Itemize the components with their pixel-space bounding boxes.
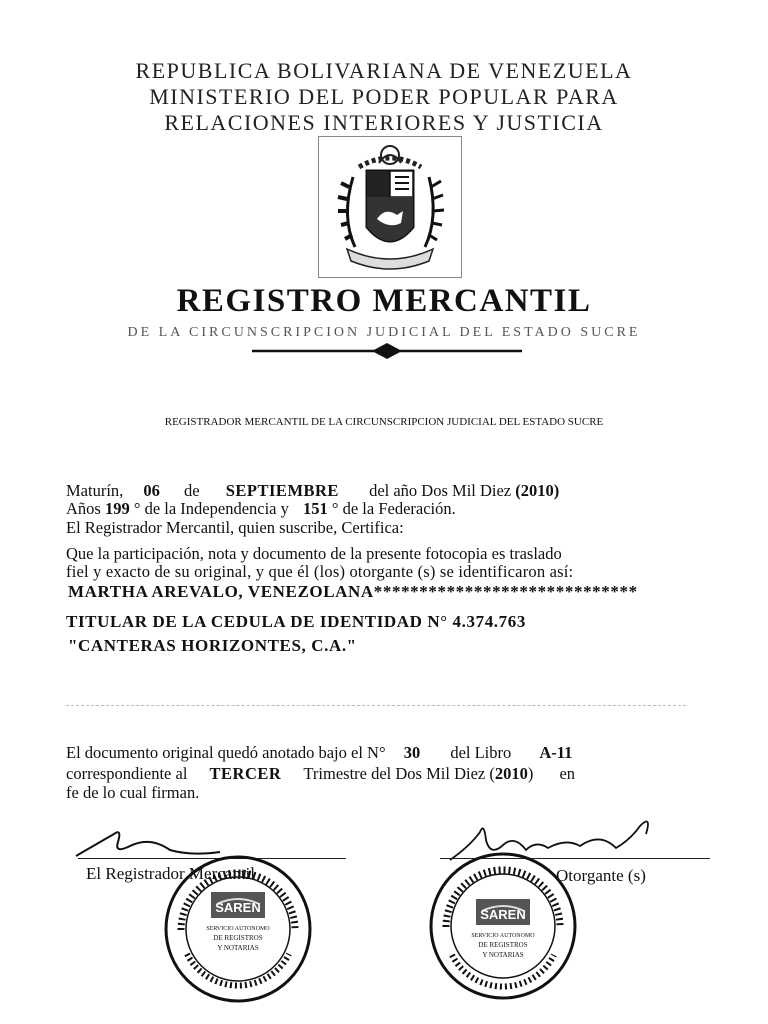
de-text: de	[184, 481, 200, 500]
document-title: REGISTRO MERCANTIL	[176, 283, 592, 319]
trimestre-text: Trimestre del Dos Mil Diez (	[303, 764, 495, 783]
year2-close: )	[527, 764, 534, 783]
anotado-line	[66, 744, 572, 762]
ornamental-divider	[252, 342, 522, 360]
registrador-label: El Registrador Mercantil	[86, 864, 256, 883]
fiel-line: fiel y exacto de su original, y que él (los) otorgante (s) se identificaron así:	[66, 562, 574, 581]
libro-text: del Libro	[450, 743, 512, 762]
registrador-heading: REGISTRADOR MERCANTIL DE LA CIRCUNSCRIPCION JUDICIAL DEL ESTADO SUCRE	[164, 416, 604, 428]
year-text: del año Dos Mil Diez	[369, 481, 512, 500]
svg-text:DE REGISTROS: DE REGISTROS	[478, 941, 528, 949]
independencia-number: 199	[104, 499, 130, 518]
trimestre-line	[66, 765, 575, 783]
cedula-line: TITULAR DE LA CEDULA DE IDENTIDAD N° 4.374.763	[66, 612, 526, 631]
year-number: (2010)	[515, 481, 560, 500]
svg-text:Y NOTARIAS: Y NOTARIAS	[217, 944, 259, 952]
document-subtitle: DE LA CIRCUNSCRIPCION JUDICIAL DEL ESTADO SUCRE	[127, 325, 641, 340]
date-line	[66, 482, 559, 500]
svg-text:DE REGISTROS: DE REGISTROS	[213, 934, 263, 942]
federacion-number: 151	[303, 499, 328, 518]
federacion-text: ° de la Federación.	[331, 499, 456, 518]
certifica-line: El Registrador Mercantil, quien suscribe, Certifica:	[66, 518, 404, 537]
company-name: "CANTERAS HORIZONTES, C.A."	[68, 636, 357, 655]
fe-line: fe de lo cual firman.	[66, 783, 200, 802]
dotted-separator	[66, 705, 686, 706]
year2: 2010	[494, 764, 528, 783]
en-text: en	[559, 764, 576, 783]
registro-number: 30	[403, 743, 421, 762]
svg-text:SERVICIO AUTONOMO: SERVICIO AUTONOMO	[206, 926, 270, 932]
anotado-text: El documento original quedó anotado bajo el N°	[66, 743, 386, 762]
month: SEPTIEMBRE	[225, 481, 339, 500]
svg-text:SAREN: SAREN	[215, 900, 261, 915]
anos-line	[66, 500, 456, 518]
registry-seal-icon-2	[428, 851, 578, 1001]
svg-text:Y NOTARIAS: Y NOTARIAS	[482, 951, 524, 959]
participacion-line: Que la participación, nota y documento de la presente fotocopia es traslado	[66, 544, 562, 563]
coat-of-arms-icon	[318, 136, 462, 278]
otorgante-name: MARTHA AREVALO, VENEZOLANA*****************************	[68, 582, 638, 601]
header-line-2: MINISTERIO DEL PODER POPULAR PARA	[149, 84, 619, 109]
trimestre: TERCER	[209, 764, 282, 783]
day: 06	[143, 481, 160, 500]
otorgante-label: Otorgante (s)	[556, 866, 646, 885]
anos-text: Años	[66, 499, 101, 518]
registry-seal-icon	[163, 854, 313, 1004]
svg-text:SERVICIO AUTONOMO: SERVICIO AUTONOMO	[471, 933, 535, 939]
independencia-text: ° de la Independencia y	[133, 499, 289, 518]
header-line-1: REPUBLICA BOLIVARIANA DE VENEZUELA	[135, 58, 633, 83]
correspondiente-text: correspondiente al	[66, 764, 188, 783]
city: Maturín,	[66, 481, 124, 500]
svg-text:SAREN: SAREN	[480, 907, 526, 922]
header-line-3: RELACIONES INTERIORES Y JUSTICIA	[164, 110, 604, 135]
libro-number: A-11	[539, 743, 573, 762]
